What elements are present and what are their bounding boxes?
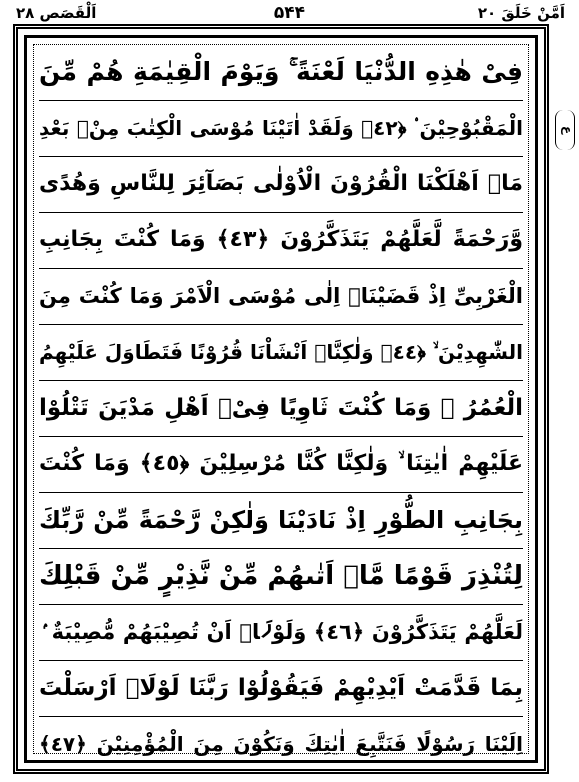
page-frame (13, 24, 549, 774)
text-line-1: فِىْ هٰذِهِ الدُّنْيَا لَعْنَةً ۚ وَيَوْمَ الْقِيٰمَةِ هُمْ مِّنَ (39, 44, 523, 101)
page-number: ۵۴۴ (273, 3, 306, 23)
text-line-7: الْعُمُرُ ۚ وَمَا كُنْتَ ثَاوِيًا فِىْۤ اَهْلِ مَدْيَنَ تَتْلُوْا (39, 380, 523, 437)
text-block (24, 35, 538, 763)
ruku-marker: ع (561, 125, 575, 135)
text-line-11: لَعَلَّهُمْ يَتَذَكَّرُوْنَ ﴿٤٦﴾ وَلَوْلَاۤ اَنْ تُصِيْبَهُمْ مُّصِيْبَةٌ ۢ (39, 604, 523, 661)
text-line-12: بِمَا قَدَّمَتْ اَيْدِيْهِمْ فَيَقُوْلُوْا رَبَّنَا لَوْلَاۤ اَرْسَلْتَ (39, 660, 523, 717)
text-line-9: بِجَانِبِ الطُّوْرِ اِذْ نَادَيْنَا وَلٰكِنْ رَّحْمَةً مِّنْ رَّبِّكَ (39, 492, 523, 549)
text-line-6: الشّٰهِدِيْنَ ۙ ﴿٤٤﴾ وَلٰكِنَّاۤ اَنْشَاْنَا قُرُوْنًا فَتَطَاوَلَ عَلَيْهِمُ (39, 324, 523, 381)
text-line-8: عَلَيْهِمْ اٰيٰتِنَا ۙ وَلٰكِنَّا كُنَّا مُرْسِلِيْنَ ﴿٤٥﴾ وَمَا كُنْتَ (39, 436, 523, 493)
text-line-5: الْغَرْبِىِّ اِذْ قَضَيْنَاۤ اِلٰى مُوْسَى الْاَمْرَ وَمَا كُنْتَ مِنَ (39, 268, 523, 325)
text-line-4: وَّرَحْمَةً لَّعَلَّهُمْ يَتَذَكَّرُوْنَ ﴿٤٣﴾ وَمَا كُنْتَ بِجَانِبِ (39, 212, 523, 269)
juz-label: اَمَّنْ خَلَقَ ٢٠ (477, 4, 565, 22)
text-line-13: اِلَيْنَا رَسُوْلًا فَنَتَّبِعَ اٰيٰتِكَ وَنَكُوْنَ مِنَ الْمُؤْمِنِيْنَ ﴿٤٧﴾ (39, 732, 523, 756)
surah-label: اَلْقَصَص ٢٨ (16, 4, 97, 22)
text-line-10: لِتُنْذِرَ قَوْمًا مَّاۤ اَتٰىهُمْ مِّنْ نَّذِيْرٍ مِّنْ قَبْلِكَ (39, 548, 523, 605)
text-line-3: مَاۤ اَهْلَكْنَا الْقُرُوْنَ الْاُوْلٰى بَصَآئِرَ لِلنَّاسِ وَهُدًى (39, 156, 523, 213)
text-line-2: الْمَقْبُوْحِيْنَ ۟ ﴿٤٢﴾ وَلَقَدْ اٰتَيْنَا مُوْسَى الْكِتٰبَ مِنْۢ بَعْدِ (39, 100, 523, 157)
